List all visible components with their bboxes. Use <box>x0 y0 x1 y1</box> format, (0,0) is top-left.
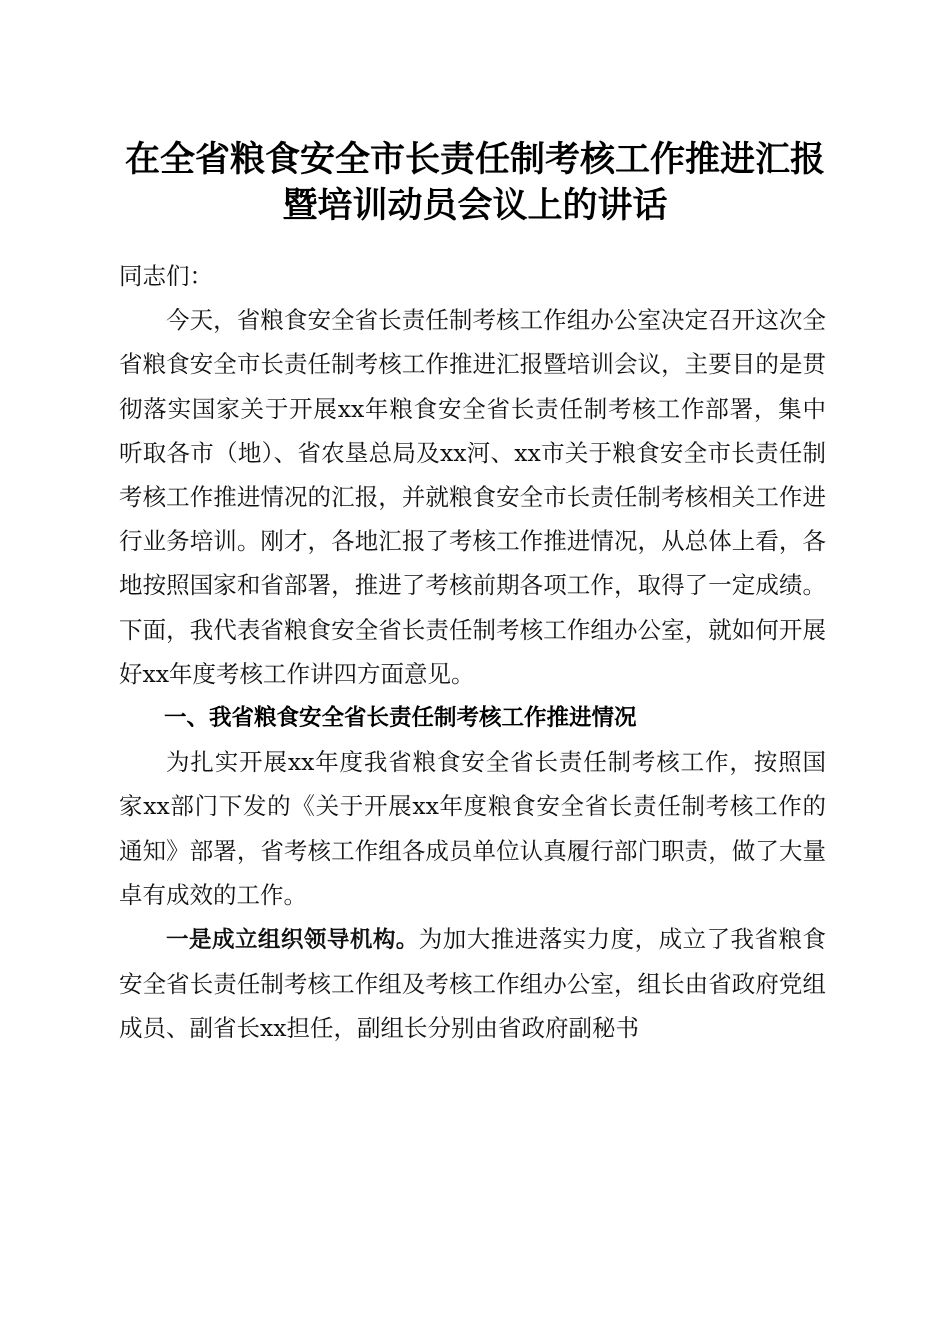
document-body <box>119 254 826 1051</box>
greeting: 同志们： <box>119 262 213 290</box>
paragraph-1: 今天，省粮食安全省长责任制考核工作组办公室决定召开这次全省粮食安全市长责任制考核工作推进汇报暨培训会议，主要目的是贯彻落实国家关于开展xx年粮食安全省长责任制考核工作部署，集中听取各市（地）、省农垦总局及xx河、xx市关于粮食安全市长责任制考核工作推进情况的汇报，并就粮食安全市长责任制考核相关工作进行业务培训。刚才，各地汇报了考核工作推进情况，从总体上看，各地按照国家和省部署，推进了考核前期各项工作，取得了一定成绩。下面，我代表省粮食安全省长责任制考核工作组办公室，就如何开展好xx年度考核工作讲四方面意见。 <box>119 306 826 688</box>
document-title-line-2: 暨培训动员会议上的讲话 <box>282 185 668 226</box>
paragraph-3-text: 为加大推进落实力度，成立了我省粮食安全省长责任制考核工作组及考核工作组办公室，组长由省政府党组成员、副省长xx担任，副组长分别由省政府副秘书 <box>119 925 826 1043</box>
section-1-heading: 一、我省粮食安全省长责任制考核工作推进情况 <box>164 705 637 732</box>
paragraph-2: 为扎实开展xx年度我省粮食安全省长责任制考核工作，按照国家xx部门下发的《关于开展xx年度粮食安全省长责任制考核工作的通知》部署，省考核工作组各成员单位认真履行部门职责，做了大量卓有成效的工作。 <box>119 748 826 909</box>
paragraph-3 <box>119 917 826 1051</box>
paragraph-3-lead: 一是成立组织领导机构。 <box>166 927 419 954</box>
document-title-line-1: 在全省粮食安全市长责任制考核工作推进汇报 <box>124 139 825 180</box>
